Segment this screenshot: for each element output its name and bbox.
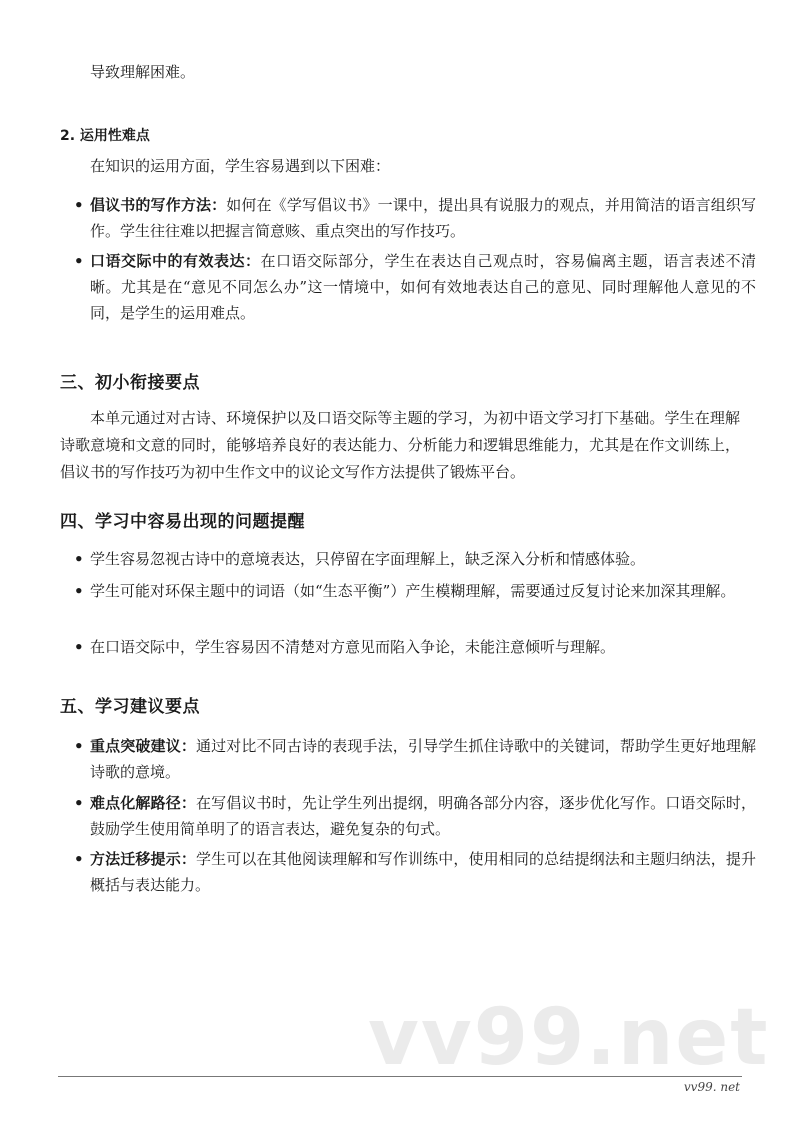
item-text: 学生容易忽视古诗中的意境表达，只停留在字面理解上，缺乏深入分析和情感体验。	[90, 550, 646, 568]
item-label: 难点化解路径：	[90, 794, 196, 812]
section-heading-problems: 四、学习中容易出现的问题提醒	[60, 512, 305, 532]
bullet-icon: •	[74, 794, 84, 812]
list-item	[74, 248, 756, 326]
item-text: 在口语交际中，学生容易因不清楚对方意见而陷入争论，未能注意倾听与理解。	[90, 638, 616, 656]
subsection-intro-text: 在知识的运用方面，学生容易遇到以下困难：	[90, 157, 391, 175]
item-label: 口语交际中的有效表达：	[90, 252, 261, 270]
list-item	[74, 192, 756, 244]
bullet-icon: •	[74, 638, 84, 656]
footer-site-label: vv99. net	[683, 1080, 740, 1094]
item-text: 在写倡议书时，先让学生列出提纲，明确各部分内容，逐步优化写作。口语交际时，鼓励学生使用简单明了的语言表达，避免复杂的句式。	[90, 794, 756, 838]
bullet-icon: •	[74, 850, 84, 868]
item-text: 学生可能对环保主题中的词语（如“生态平衡”）产生模糊理解，需要通过反复讨论来加深其理解。	[90, 582, 736, 600]
list-item	[74, 634, 756, 660]
item-label: 倡议书的写作方法：	[90, 196, 227, 214]
list-item	[74, 578, 756, 604]
item-text: 在口语交际部分，学生在表达自己观点时，容易偏离主题，语言表述不清晰。尤其是在“意见不同怎么办”这一情境中，如何有效地表达自己的意见、同时理解他人意见的不同，是学生的运用难点。	[90, 252, 756, 322]
list-item	[74, 733, 756, 785]
watermark-text: vv99.net	[368, 993, 770, 1083]
bullet-icon: •	[74, 737, 84, 755]
bullet-icon: •	[74, 550, 84, 568]
subsection-heading-usage-difficulties: 2. 运用性难点	[60, 128, 150, 144]
section-paragraph: 本单元通过对古诗、环境保护以及口语交际等主题的学习，为初中语文学习打下基础。学生在理解诗歌意境和文意的同时，能够培养良好的表达能力、分析能力和逻辑思维能力，尤其是在作文训练上，倡议书的写作技巧为初中生作文中的议论文写作方法提供了锻炼平台。	[60, 409, 740, 481]
section-heading-transition: 三、初小衔接要点	[60, 373, 200, 393]
bullet-icon: •	[74, 582, 84, 600]
footer-divider	[58, 1076, 742, 1077]
section-heading-suggestions: 五、学习建议要点	[60, 697, 200, 717]
bullet-icon: •	[74, 252, 84, 270]
list-item	[74, 790, 756, 842]
item-text: 通过对比不同古诗的表现手法，引导学生抓住诗歌中的关键词，帮助学生更好地理解诗歌的意境。	[90, 737, 756, 781]
list-item	[74, 846, 756, 898]
item-text: 学生可以在其他阅读理解和写作训练中，使用相同的总结提纲法和主题归纳法，提升概括与表达能力。	[90, 850, 756, 894]
item-label: 重点突破建议：	[90, 737, 196, 755]
item-text: 如何在《学写倡议书》一课中，提出具有说服力的观点，并用简洁的语言组织写作。学生往往难以把握言简意赅、重点突出的写作技巧。	[90, 196, 756, 240]
bullet-icon: •	[74, 196, 84, 214]
item-label: 方法迁移提示：	[90, 850, 196, 868]
intro-tail-text: 导致理解困难。	[90, 63, 196, 81]
list-item	[74, 546, 756, 572]
